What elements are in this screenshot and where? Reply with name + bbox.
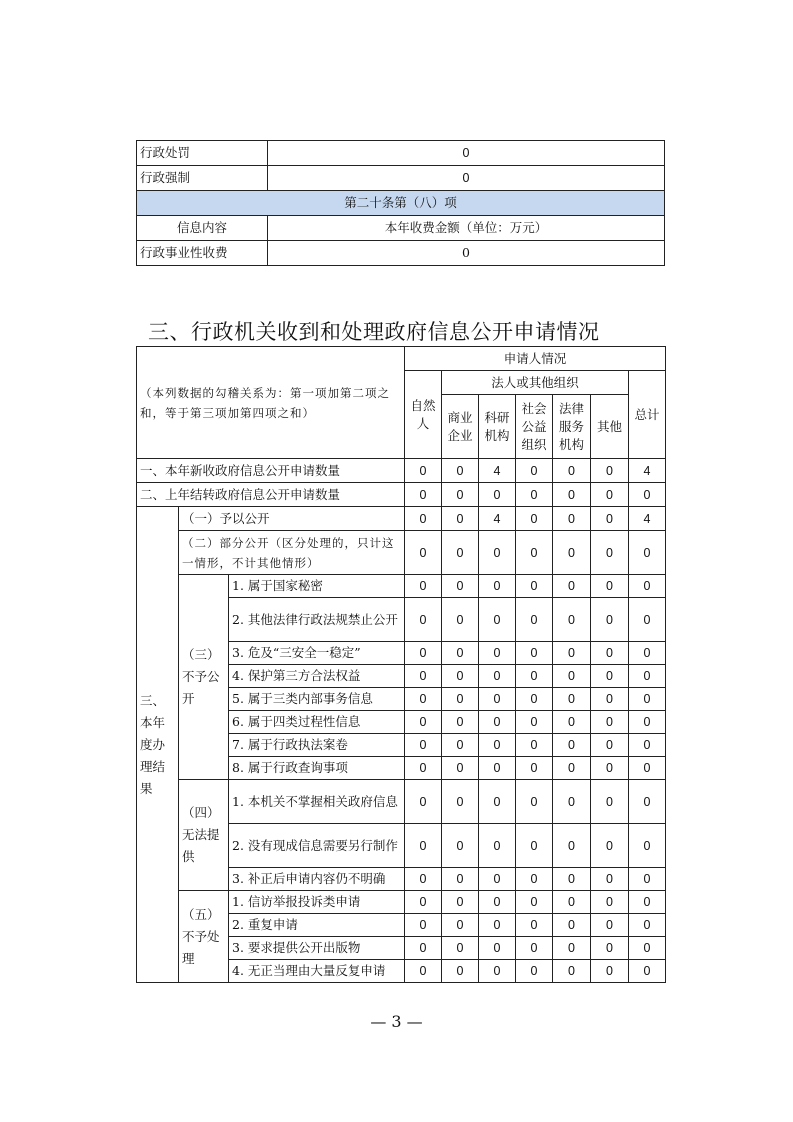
value-cell: 0 xyxy=(553,598,591,642)
value-cell: 0 xyxy=(405,824,442,868)
row-label: 1. 信访举报投诉类申请 xyxy=(229,891,405,914)
value-cell: 0 xyxy=(442,757,479,780)
value-cell: 0 xyxy=(553,868,591,891)
value-cell: 0 xyxy=(516,575,553,598)
fee-table xyxy=(136,140,665,266)
value-cell: 0 xyxy=(629,734,666,757)
value-cell: 0 xyxy=(516,891,553,914)
value-cell: 0 xyxy=(591,598,629,642)
group-label: （三）不予公开 xyxy=(179,575,229,780)
table-row xyxy=(137,166,665,191)
natural-person-header: 自然人 xyxy=(405,371,442,459)
value-cell: 0 xyxy=(629,914,666,937)
application-table xyxy=(136,346,666,983)
value-cell: 0 xyxy=(479,780,516,824)
value-cell: 0 xyxy=(405,688,442,711)
value-cell: 0 xyxy=(405,711,442,734)
value-cell: 0 xyxy=(442,665,479,688)
value-cell: 0 xyxy=(629,960,666,983)
table-row xyxy=(137,531,666,575)
value-cell: 0 xyxy=(553,688,591,711)
value-cell: 0 xyxy=(516,483,553,507)
value-cell: 0 xyxy=(442,575,479,598)
row-label: （一）予以公开 xyxy=(179,507,405,531)
value-cell: 4 xyxy=(479,507,516,531)
value-cell: 0 xyxy=(442,642,479,665)
value-cell: 0 xyxy=(629,937,666,960)
value-cell: 4 xyxy=(479,459,516,483)
value-cell: 0 xyxy=(479,960,516,983)
value-cell: 0 xyxy=(516,734,553,757)
value-cell: 0 xyxy=(553,937,591,960)
value-cell: 4 xyxy=(629,459,666,483)
value-cell: 0 xyxy=(442,937,479,960)
value-cell: 0 xyxy=(591,575,629,598)
row-label: 一、本年新收政府信息公开申请数量 xyxy=(137,459,405,483)
row-label: 3. 危及“三安全一稳定” xyxy=(229,642,405,665)
sub-col-header: 社会公益组织 xyxy=(516,395,553,459)
value-cell: 0 xyxy=(516,711,553,734)
value-cell: 0 xyxy=(405,891,442,914)
table-row xyxy=(137,575,666,598)
row-label: 2. 重复申请 xyxy=(229,914,405,937)
row-label: 8. 属于行政查询事项 xyxy=(229,757,405,780)
value-cell: 0 xyxy=(553,960,591,983)
value-cell: 0 xyxy=(516,598,553,642)
row-value: 0 xyxy=(268,241,665,266)
value-cell: 0 xyxy=(405,734,442,757)
value-cell: 0 xyxy=(629,531,666,575)
value-cell: 0 xyxy=(405,642,442,665)
header-row xyxy=(137,347,666,371)
value-cell: 0 xyxy=(405,507,442,531)
value-cell: 0 xyxy=(479,642,516,665)
value-cell: 0 xyxy=(442,688,479,711)
value-cell: 0 xyxy=(442,734,479,757)
value-cell: 0 xyxy=(591,507,629,531)
note-cell: （本列数据的勾稽关系为：第一项加第二项之和，等于第三项加第四项之和） xyxy=(137,347,405,459)
value-cell: 0 xyxy=(442,891,479,914)
value-cell: 0 xyxy=(516,459,553,483)
value-cell: 0 xyxy=(442,507,479,531)
value-cell: 0 xyxy=(553,780,591,824)
value-cell: 0 xyxy=(405,960,442,983)
value-cell: 0 xyxy=(405,937,442,960)
value-cell: 0 xyxy=(516,531,553,575)
value-cell: 0 xyxy=(591,780,629,824)
value-cell: 0 xyxy=(553,531,591,575)
column-header-info: 信息内容 xyxy=(137,216,268,241)
value-cell: 0 xyxy=(479,483,516,507)
applicant-header: 申请人情况 xyxy=(405,347,666,371)
value-cell: 0 xyxy=(516,688,553,711)
value-cell: 0 xyxy=(516,780,553,824)
value-cell: 0 xyxy=(479,531,516,575)
value-cell: 0 xyxy=(442,598,479,642)
sub-col-header: 其他 xyxy=(591,395,629,459)
value-cell: 4 xyxy=(629,507,666,531)
row-label: 7. 属于行政执法案卷 xyxy=(229,734,405,757)
value-cell: 0 xyxy=(516,507,553,531)
group-label: （五）不予处理 xyxy=(179,891,229,983)
value-cell: 0 xyxy=(629,598,666,642)
value-cell: 0 xyxy=(479,937,516,960)
value-cell: 0 xyxy=(405,598,442,642)
value-cell: 0 xyxy=(591,757,629,780)
value-cell: 0 xyxy=(405,531,442,575)
value-cell: 0 xyxy=(442,711,479,734)
value-cell: 0 xyxy=(479,734,516,757)
value-cell: 0 xyxy=(442,483,479,507)
value-cell: 0 xyxy=(405,483,442,507)
table-row xyxy=(137,459,666,483)
value-cell: 0 xyxy=(516,757,553,780)
value-cell: 0 xyxy=(516,914,553,937)
value-cell: 0 xyxy=(553,459,591,483)
section-header: 第二十条第（八）项 xyxy=(137,191,665,216)
table-row xyxy=(137,780,666,824)
row-label: 2. 没有现成信息需要另行制作 xyxy=(229,824,405,868)
value-cell: 0 xyxy=(591,531,629,575)
value-cell: 0 xyxy=(553,891,591,914)
value-cell: 0 xyxy=(479,868,516,891)
value-cell: 0 xyxy=(405,780,442,824)
value-cell: 0 xyxy=(516,642,553,665)
value-cell: 0 xyxy=(516,960,553,983)
value-cell: 0 xyxy=(553,734,591,757)
value-cell: 0 xyxy=(516,665,553,688)
table-row xyxy=(137,241,665,266)
sub-col-header: 法律服务机构 xyxy=(553,395,591,459)
value-cell: 0 xyxy=(405,665,442,688)
value-cell: 0 xyxy=(479,914,516,937)
value-cell: 0 xyxy=(629,665,666,688)
row-label: （二）部分公开（区分处理的，只计这一情形，不计其他情形） xyxy=(179,531,405,575)
value-cell: 0 xyxy=(479,891,516,914)
value-cell: 0 xyxy=(516,937,553,960)
table-row xyxy=(137,507,666,531)
row-label: 行政强制 xyxy=(137,166,268,191)
page-number: — 3 — xyxy=(370,1012,423,1031)
value-cell: 0 xyxy=(442,780,479,824)
value-cell: 0 xyxy=(591,711,629,734)
value-cell: 0 xyxy=(629,688,666,711)
value-cell: 0 xyxy=(442,914,479,937)
value-cell: 0 xyxy=(479,688,516,711)
value-cell: 0 xyxy=(591,891,629,914)
section-header-row xyxy=(137,191,665,216)
value-cell: 0 xyxy=(442,960,479,983)
group-label: （四）无法提供 xyxy=(179,780,229,891)
value-cell: 0 xyxy=(591,868,629,891)
column-header-amount: 本年收费金额（单位：万元） xyxy=(268,216,665,241)
value-cell: 0 xyxy=(591,914,629,937)
value-cell: 0 xyxy=(553,483,591,507)
value-cell: 0 xyxy=(591,459,629,483)
value-cell: 0 xyxy=(553,757,591,780)
row-label: 2. 其他法律行政法规禁止公开 xyxy=(229,598,405,642)
row-value: 0 xyxy=(268,141,665,166)
row-label: 1. 本机关不掌握相关政府信息 xyxy=(229,780,405,824)
value-cell: 0 xyxy=(516,868,553,891)
row-label: 6. 属于四类过程性信息 xyxy=(229,711,405,734)
value-cell: 0 xyxy=(516,824,553,868)
row-label: 3. 要求提供公开出版物 xyxy=(229,937,405,960)
value-cell: 0 xyxy=(405,459,442,483)
value-cell: 0 xyxy=(405,914,442,937)
value-cell: 0 xyxy=(479,757,516,780)
value-cell: 0 xyxy=(591,665,629,688)
value-cell: 0 xyxy=(629,642,666,665)
value-cell: 0 xyxy=(591,734,629,757)
value-cell: 0 xyxy=(553,642,591,665)
row-label: 5. 属于三类内部事务信息 xyxy=(229,688,405,711)
table-row xyxy=(137,483,666,507)
row-label: 1. 属于国家秘密 xyxy=(229,575,405,598)
value-cell: 0 xyxy=(442,531,479,575)
value-cell: 0 xyxy=(405,575,442,598)
value-cell: 0 xyxy=(629,780,666,824)
column-header-row xyxy=(137,216,665,241)
row-label: 行政处罚 xyxy=(137,141,268,166)
row-value: 0 xyxy=(268,166,665,191)
value-cell: 0 xyxy=(591,960,629,983)
table-row xyxy=(137,891,666,914)
result-group-label: 三、本年度办理结果 xyxy=(137,507,179,983)
value-cell: 0 xyxy=(442,459,479,483)
row-label: 二、上年结转政府信息公开申请数量 xyxy=(137,483,405,507)
sub-col-header: 商业企业 xyxy=(442,395,479,459)
value-cell: 0 xyxy=(629,757,666,780)
value-cell: 0 xyxy=(405,757,442,780)
value-cell: 0 xyxy=(442,868,479,891)
sub-col-header: 科研机构 xyxy=(479,395,516,459)
value-cell: 0 xyxy=(442,824,479,868)
section-title: 三、行政机关收到和处理政府信息公开申请情况 xyxy=(148,320,600,344)
value-cell: 0 xyxy=(553,575,591,598)
value-cell: 0 xyxy=(553,507,591,531)
value-cell: 0 xyxy=(591,642,629,665)
value-cell: 0 xyxy=(629,575,666,598)
value-cell: 0 xyxy=(553,824,591,868)
legal-person-header: 法人或其他组织 xyxy=(442,371,629,395)
value-cell: 0 xyxy=(479,598,516,642)
value-cell: 0 xyxy=(591,824,629,868)
table-row xyxy=(137,141,665,166)
value-cell: 0 xyxy=(629,868,666,891)
row-label: 4. 无正当理由大量反复申请 xyxy=(229,960,405,983)
value-cell: 0 xyxy=(591,483,629,507)
value-cell: 0 xyxy=(629,711,666,734)
row-label: 3. 补正后申请内容仍不明确 xyxy=(229,868,405,891)
value-cell: 0 xyxy=(479,665,516,688)
value-cell: 0 xyxy=(591,937,629,960)
value-cell: 0 xyxy=(479,711,516,734)
value-cell: 0 xyxy=(629,824,666,868)
value-cell: 0 xyxy=(591,688,629,711)
value-cell: 0 xyxy=(629,483,666,507)
value-cell: 0 xyxy=(405,868,442,891)
value-cell: 0 xyxy=(553,711,591,734)
total-header: 总计 xyxy=(629,371,666,459)
value-cell: 0 xyxy=(553,665,591,688)
value-cell: 0 xyxy=(479,575,516,598)
row-label: 行政事业性收费 xyxy=(137,241,268,266)
value-cell: 0 xyxy=(629,891,666,914)
value-cell: 0 xyxy=(479,824,516,868)
value-cell: 0 xyxy=(553,914,591,937)
row-label: 4. 保护第三方合法权益 xyxy=(229,665,405,688)
